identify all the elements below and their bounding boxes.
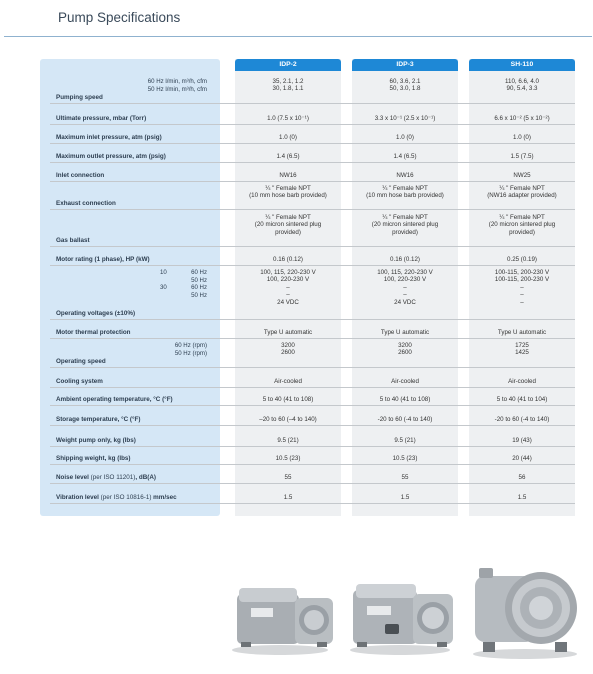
cell-shipping-weight-idp3 [352, 455, 458, 462]
cell-ultimate-pressure-idp3 [352, 115, 458, 122]
row-label-text: Motor rating (1 phase), HP (kW) [56, 256, 150, 263]
cell-line: (10 mm hose barb provided) [366, 192, 444, 200]
cell-motor-rating-idp2 [235, 256, 341, 263]
row-label-text: Weight pump only, kg (lbs) [56, 437, 136, 444]
cell-line: 100, 115, 220-230 V [377, 269, 433, 276]
row-label-text: Inlet connection [56, 172, 105, 179]
cell-gas-ballast-sh110 [469, 214, 575, 236]
cell-line: ¼ " Female NPT [499, 214, 545, 221]
cell-line: 2600 [398, 349, 412, 357]
row-label-inlet-connection [56, 172, 104, 179]
row-label-text: Cooling system [56, 378, 103, 385]
row-divider [50, 464, 575, 465]
row-label-note: (per ISO 10816-1) [98, 494, 152, 501]
cell-pumping-speed-idp2 [235, 78, 341, 93]
cell-weight-pump-only-idp3 [352, 437, 458, 444]
cell-line: 90, 5.4, 3.3 [506, 85, 538, 93]
cell-line: 100-115, 200-230 V [494, 269, 550, 276]
column-header-idp2: IDP-2 [235, 59, 341, 71]
cell-noise-level-idp2 [235, 474, 341, 481]
row-label-ultimate-pressure [56, 115, 146, 122]
cell-inlet-connection-idp2 [235, 172, 341, 179]
row-label-vibration-level [56, 494, 177, 501]
cell-line: – [403, 291, 407, 299]
cell-line: 24 VDC [277, 298, 299, 306]
row-sublabel: 50 Hz [191, 291, 207, 299]
row-label-exhaust-connection [56, 200, 116, 207]
row-divider [50, 181, 575, 182]
cell-line: 1.0 (0) [279, 134, 297, 141]
cell-line: 6.6 x 10⁻² (5 x 10⁻²) [494, 115, 550, 122]
cell-line: – [286, 291, 290, 299]
row-label-text: Maximum inlet pressure, atm (psig) [56, 134, 162, 141]
row-label-text: Pumping speed [56, 94, 103, 101]
row-label-max-inlet-pressure [56, 134, 162, 141]
pump-product-photos [225, 558, 585, 668]
row-divider [50, 367, 575, 368]
cell-inlet-connection-idp3 [352, 172, 458, 179]
row-divider [50, 405, 575, 406]
row-sublabel: 60 Hz [191, 269, 207, 276]
sh110-pump-image [473, 568, 577, 659]
row-label-text: Vibration level [56, 494, 99, 501]
cell-line: 3200 [398, 342, 412, 349]
cell-noise-level-sh110 [469, 474, 575, 481]
row-label-tail: , dB(A) [135, 474, 156, 481]
cell-line: 20 (44) [512, 455, 532, 462]
cell-line: 1.0 (0) [513, 134, 531, 141]
title-divider [4, 36, 592, 37]
cell-line: 55 [401, 474, 409, 481]
cell-motor-thermal-protection-idp2 [235, 329, 341, 336]
row-label-gas-ballast [56, 237, 90, 244]
cell-line: 1.5 [400, 494, 410, 501]
row-sublabel: 60 Hz [191, 284, 207, 291]
row-sublabel: 60 Hz (rpm) [174, 342, 207, 349]
row-label-text: Ultimate pressure, mbar (Torr) [56, 115, 147, 122]
column-header-sh110: SH-110 [469, 59, 575, 71]
cell-exhaust-connection-idp3 [352, 185, 458, 200]
cell-motor-rating-idp3 [352, 256, 458, 263]
cell-line: – [403, 283, 407, 291]
idp3-pump-image [350, 584, 453, 655]
row-label-operating-speed [56, 358, 106, 365]
cell-line: – [520, 283, 524, 291]
row-sublabel: 50 Hz [191, 276, 207, 284]
cell-line: (20 micron sintered plug [254, 221, 322, 229]
cell-inlet-connection-sh110 [469, 172, 575, 179]
row-label-text: Operating speed [56, 358, 106, 365]
row-label-operating-voltages [56, 310, 135, 317]
row-label-text: Ambient operating temperature, °C (°F) [56, 396, 173, 403]
row-label-pumping-speed [56, 94, 103, 101]
row-label-text: Gas ballast [56, 237, 90, 244]
cell-line: Type U automatic [380, 329, 430, 336]
row-label-tail: mm/sec [151, 494, 177, 501]
cell-max-inlet-pressure-sh110 [469, 134, 575, 141]
cell-line: 5 to 40 (41 to 104) [496, 396, 548, 403]
cell-cooling-system-sh110 [469, 378, 575, 385]
cell-ambient-temperature-sh110 [469, 396, 575, 403]
row-divider [50, 124, 575, 125]
cell-line: ¼ " Female NPT [499, 185, 545, 192]
cell-line: – [286, 283, 290, 291]
cell-line: 50, 3.0, 1.8 [389, 85, 421, 93]
row-label-motor-rating [56, 256, 150, 263]
cell-line: 60, 3.6, 2.1 [389, 78, 421, 85]
row-label-text: Shipping weight, kg (lbs) [56, 455, 131, 462]
cell-line: provided) [392, 228, 418, 236]
row-label-shipping-weight [56, 455, 131, 462]
row-divider [50, 319, 575, 320]
cell-line: 10.5 (23) [392, 455, 418, 462]
cell-line: 1.5 (7.5) [510, 153, 534, 160]
row-sublabel: 60 Hz l/min, m³/h, cfm [147, 78, 207, 85]
cell-cooling-system-idp3 [352, 378, 458, 385]
cell-line: Air-cooled [391, 378, 419, 385]
row-divider [50, 265, 575, 266]
cell-line: 100, 220-230 V [266, 276, 310, 284]
column-header-idp3: IDP-3 [352, 59, 458, 71]
row-label-storage-temperature [56, 416, 140, 423]
row-divider [50, 387, 575, 388]
cell-line: 3.3 x 10⁻¹ (2.5 x 10⁻¹) [374, 115, 436, 122]
cell-storage-temperature-idp2 [235, 416, 341, 423]
cell-shipping-weight-sh110 [469, 455, 575, 462]
cell-line: 5 to 40 (41 to 108) [262, 396, 314, 403]
cell-pumping-speed-idp3 [352, 78, 458, 93]
cell-line: provided) [509, 228, 535, 236]
cell-max-inlet-pressure-idp2 [235, 134, 341, 141]
cell-shipping-weight-idp2 [235, 455, 341, 462]
cell-line: 55 [284, 474, 292, 481]
cell-line: 0.16 (0.12) [273, 256, 303, 263]
cell-ultimate-pressure-idp2 [235, 115, 341, 122]
cell-line: ¼ " Female NPT [265, 185, 311, 192]
cell-line: Type U automatic [497, 329, 547, 336]
cell-line: (20 micron sintered plug [371, 221, 439, 229]
cell-weight-pump-only-sh110 [469, 437, 575, 444]
cell-line: (NW16 adapter provided) [487, 192, 557, 200]
cell-exhaust-connection-sh110 [469, 185, 575, 200]
cell-exhaust-connection-idp2 [235, 185, 341, 200]
cell-line: 19 (43) [512, 437, 532, 444]
row-divider [50, 209, 575, 210]
row-divider [50, 425, 575, 426]
cell-line: -20 to 60 (-4 to 140) [494, 416, 550, 423]
row-sublabel: 50 Hz l/min, m³/h, cfm [147, 85, 207, 93]
cell-line: 10.5 (23) [275, 455, 301, 462]
cell-line: 1.4 (6.5) [393, 153, 417, 160]
cell-gas-ballast-idp3 [352, 214, 458, 236]
row-sublabel-group: 10 [160, 269, 167, 276]
cell-line: ¼ " Female NPT [382, 214, 428, 221]
row-label-motor-thermal-protection [56, 329, 131, 336]
cell-line: 110, 6.6, 4.0 [505, 78, 539, 85]
row-label-cooling-system [56, 378, 103, 385]
cell-line: – [520, 298, 524, 306]
cell-motor-thermal-protection-idp3 [352, 329, 458, 336]
cell-gas-ballast-idp2 [235, 214, 341, 236]
cell-operating-speed-idp2 [235, 342, 341, 357]
cell-line: 100-115, 200-230 V [494, 276, 550, 284]
row-divider [50, 246, 575, 247]
cell-line: Air-cooled [508, 378, 536, 385]
cell-line: 1.0 (7.5 x 10⁻¹) [267, 115, 309, 122]
row-divider [50, 162, 575, 163]
row-label-text: Motor thermal protection [56, 329, 131, 336]
cell-line: 2600 [281, 349, 295, 357]
cell-line: Type U automatic [263, 329, 313, 336]
cell-line: 56 [518, 474, 526, 481]
cell-max-outlet-pressure-idp3 [352, 153, 458, 160]
cell-line: 3200 [281, 342, 295, 349]
cell-operating-voltages-idp2 [235, 269, 341, 306]
cell-motor-rating-sh110 [469, 256, 575, 263]
row-divider [50, 338, 575, 339]
cell-line: NW16 [279, 172, 297, 179]
row-divider [50, 503, 575, 504]
cell-storage-temperature-idp3 [352, 416, 458, 423]
cell-line: ¼ " Female NPT [382, 185, 428, 192]
cell-pumping-speed-sh110 [469, 78, 575, 93]
cell-line: 100, 220-230 V [383, 276, 427, 284]
cell-vibration-level-idp3 [352, 494, 458, 501]
cell-vibration-level-idp2 [235, 494, 341, 501]
row-label-max-outlet-pressure [56, 153, 166, 160]
cell-line: 30, 1.8, 1.1 [272, 85, 304, 93]
cell-ambient-temperature-idp2 [235, 396, 341, 403]
cell-line: (10 mm hose barb provided) [249, 192, 327, 200]
cell-line: 1.4 (6.5) [276, 153, 300, 160]
cell-operating-speed-sh110 [469, 342, 575, 357]
cell-operating-speed-idp3 [352, 342, 458, 357]
row-label-note: (per ISO 11201) [88, 474, 136, 481]
cell-max-outlet-pressure-sh110 [469, 153, 575, 160]
cell-line: –20 to 60 (–4 to 140) [259, 416, 317, 423]
cell-line: 1.0 (0) [396, 134, 414, 141]
cell-noise-level-idp3 [352, 474, 458, 481]
cell-line: 5 to 40 (41 to 108) [379, 396, 431, 403]
row-divider [50, 446, 575, 447]
cell-line: ¼ " Female NPT [265, 214, 311, 221]
cell-line: 9.5 (21) [277, 437, 299, 444]
row-label-text: Storage temperature, °C (°F) [56, 416, 141, 423]
row-label-text: Exhaust connection [56, 200, 116, 207]
cell-line: -20 to 60 (-4 to 140) [377, 416, 433, 423]
row-sublabel-group: 30 [160, 284, 167, 291]
cell-storage-temperature-sh110 [469, 416, 575, 423]
row-label-text: Operating voltages (±10%) [56, 310, 136, 317]
cell-line: 100, 115, 220-230 V [260, 269, 316, 276]
cell-max-inlet-pressure-idp3 [352, 134, 458, 141]
cell-operating-voltages-sh110 [469, 269, 575, 306]
cell-line: 24 VDC [394, 298, 416, 306]
cell-line: 0.16 (0.12) [390, 256, 420, 263]
cell-vibration-level-sh110 [469, 494, 575, 501]
cell-operating-voltages-idp3 [352, 269, 458, 306]
cell-line: – [520, 291, 524, 299]
cell-max-outlet-pressure-idp2 [235, 153, 341, 160]
cell-weight-pump-only-idp2 [235, 437, 341, 444]
cell-line: (20 micron sintered plug [488, 221, 556, 229]
row-divider [50, 483, 575, 484]
cell-line: 35, 2.1, 1.2 [272, 78, 304, 85]
cell-line: 1.5 [283, 494, 293, 501]
cell-line: 1725 [515, 342, 529, 349]
row-divider [50, 103, 575, 104]
cell-line: Air-cooled [274, 378, 302, 385]
row-divider [50, 143, 575, 144]
cell-line: 9.5 (21) [394, 437, 416, 444]
row-sublabel: 50 Hz (rpm) [174, 349, 207, 357]
cell-ambient-temperature-idp3 [352, 396, 458, 403]
cell-motor-thermal-protection-sh110 [469, 329, 575, 336]
row-label-text: Noise level [56, 474, 89, 481]
cell-line: provided) [275, 228, 301, 236]
cell-line: 1425 [515, 349, 529, 357]
cell-line: 0.25 (0.19) [507, 256, 537, 263]
row-label-text: Maximum outlet pressure, atm (psig) [56, 153, 166, 160]
cell-ultimate-pressure-sh110 [469, 115, 575, 122]
row-label-noise-level [56, 474, 156, 481]
cell-line: 1.5 [517, 494, 527, 501]
cell-cooling-system-idp2 [235, 378, 341, 385]
page-title: Pump Specifications [58, 10, 181, 25]
row-label-ambient-temperature [56, 396, 173, 403]
row-label-weight-pump-only [56, 437, 136, 444]
cell-line: NW25 [513, 172, 531, 179]
cell-line: NW16 [396, 172, 414, 179]
idp2-pump-image [232, 588, 333, 655]
